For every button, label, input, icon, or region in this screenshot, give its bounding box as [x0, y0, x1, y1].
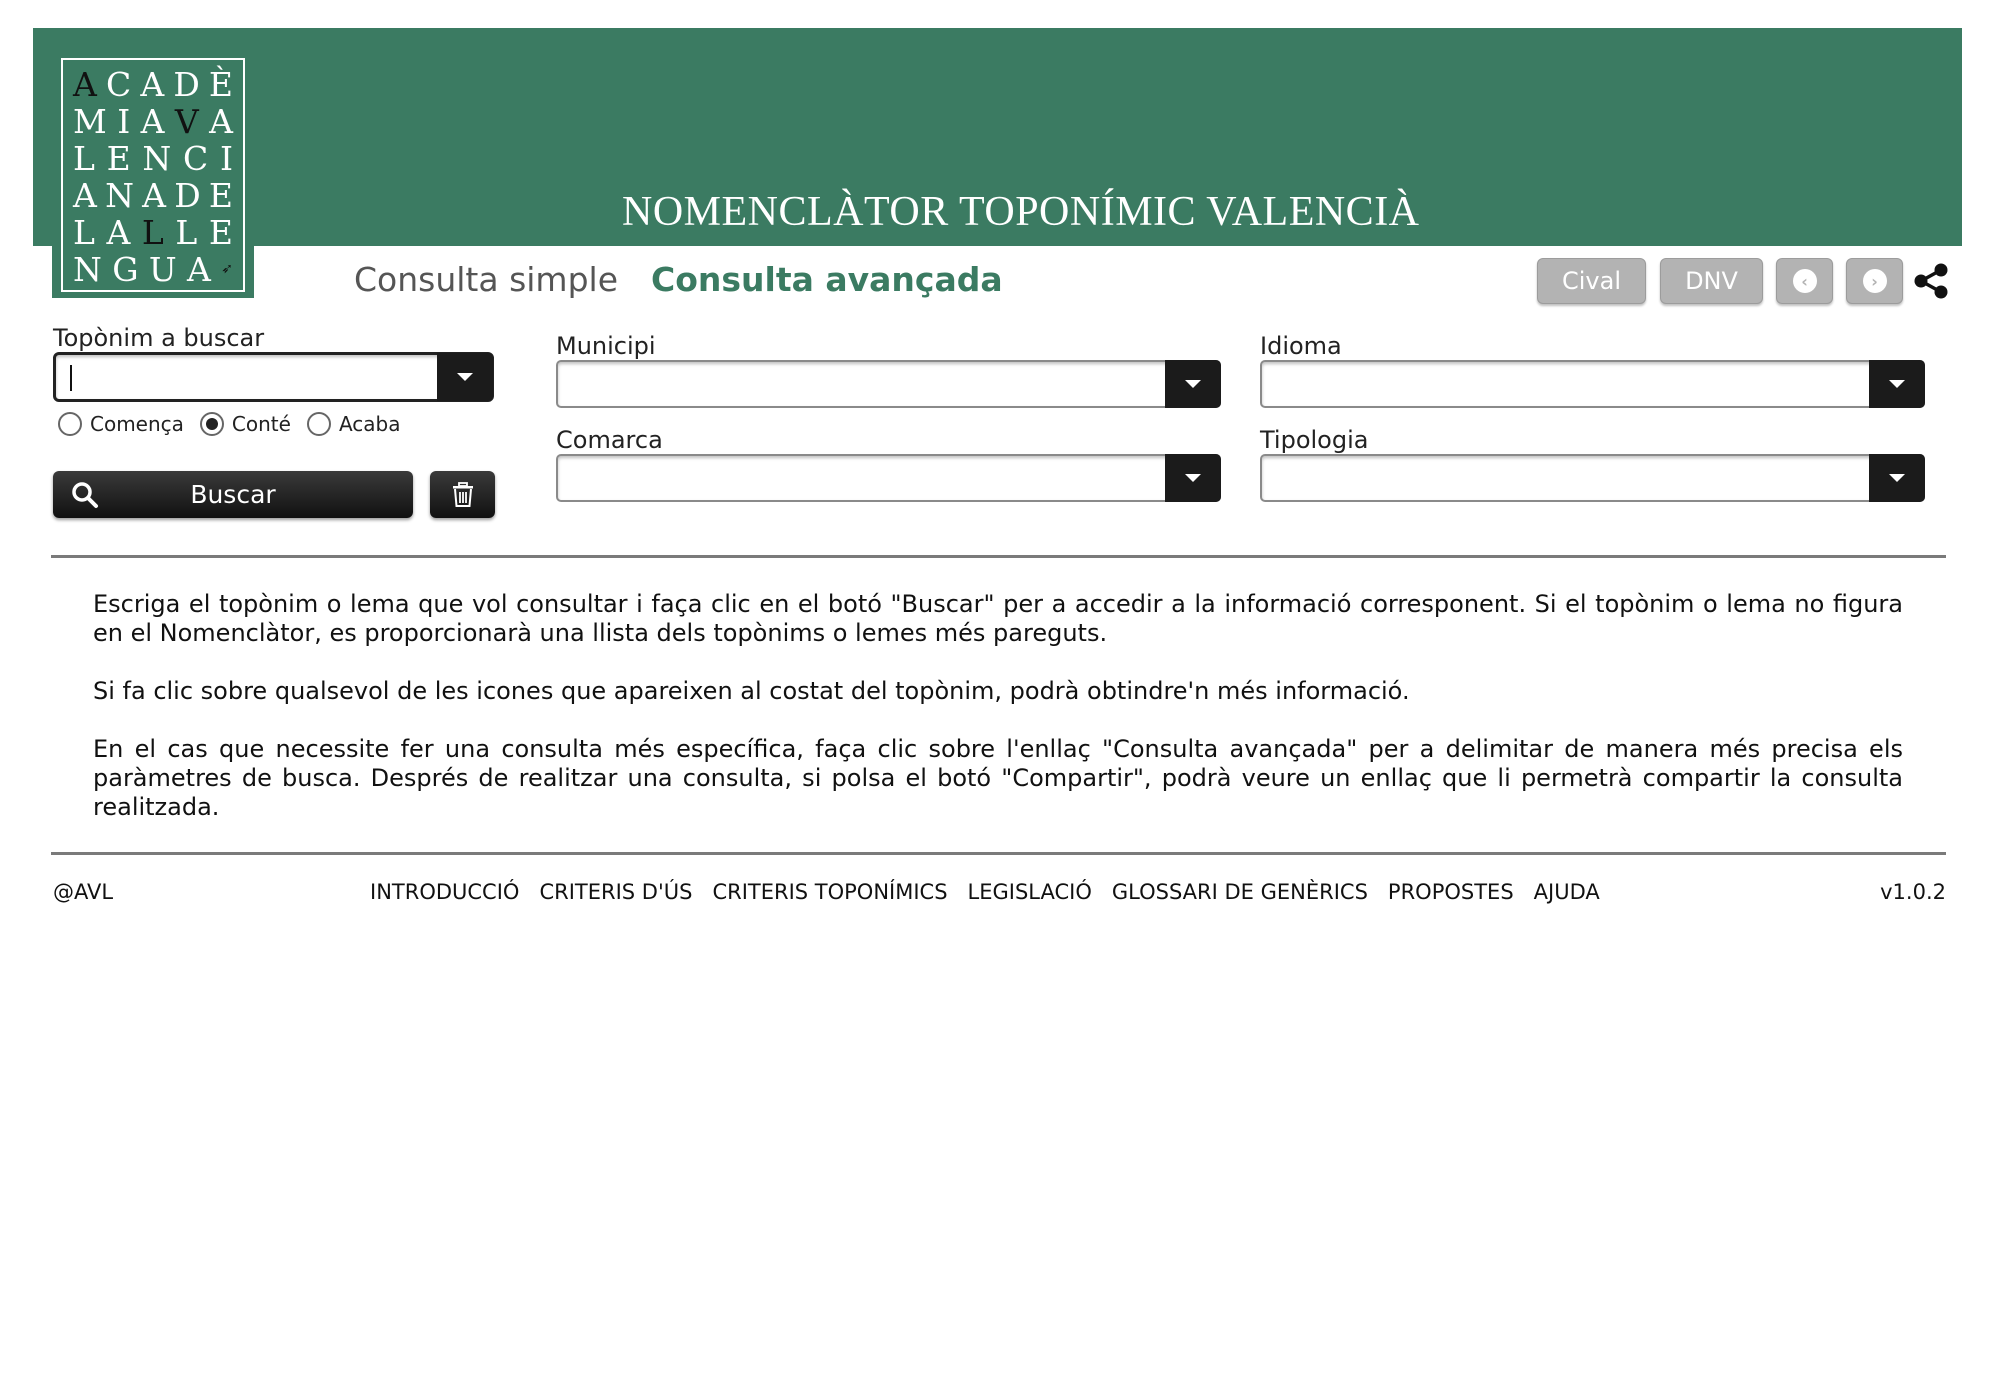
- help-paragraph: Escriga el topònim o lema que vol consultar i faça clic en el botó "Buscar" per a accedir a la informació corresponent. Si el topònim o lema no figura en el Nomenclàtor, es proporcionarà una llista dels topònims o lemes més pareguts.: [93, 590, 1903, 647]
- toponim-label: Topònim a buscar: [53, 324, 265, 352]
- logo-letter: E: [208, 213, 235, 252]
- logo-row: [73, 177, 235, 214]
- idioma-select[interactable]: [1260, 360, 1925, 408]
- logo-letter: D: [174, 176, 203, 215]
- dropdown-arrow-icon[interactable]: [1869, 454, 1925, 502]
- previous-button[interactable]: [1776, 258, 1833, 304]
- logo-letter: A: [187, 250, 213, 289]
- logo-letter: L: [175, 213, 200, 252]
- logo-letter: C: [105, 65, 134, 104]
- logo-letter: L: [73, 213, 97, 252]
- footer-link-criteris-us[interactable]: CRITERIS D'ÚS: [539, 880, 693, 904]
- logo-letter: V: [174, 102, 201, 141]
- buscar-label: Buscar: [190, 480, 276, 509]
- footer-link-glossari[interactable]: GLOSSARI DE GENÈRICS: [1111, 880, 1368, 904]
- next-button[interactable]: [1846, 258, 1903, 304]
- logo-frame: [61, 58, 245, 292]
- tipologia-label: Tipologia: [1260, 426, 1369, 454]
- logo-letter: M: [73, 102, 109, 141]
- footer-link-criteris-toponimics[interactable]: CRITERIS TOPONÍMICS: [712, 880, 948, 904]
- divider: [51, 555, 1946, 558]
- logo-letter: È: [208, 65, 235, 104]
- logo-letter: L: [141, 213, 166, 252]
- tab-consulta-simple[interactable]: Consulta simple: [354, 260, 618, 299]
- radio-button-selected[interactable]: [200, 412, 224, 436]
- match-mode-radio-group: [58, 412, 417, 436]
- avl-logo[interactable]: [52, 52, 254, 298]
- logo-row: [73, 251, 235, 288]
- logo-row: [73, 103, 235, 140]
- dropdown-arrow-icon[interactable]: [437, 353, 493, 401]
- chevron-left-icon: ‹: [1793, 269, 1817, 293]
- logo-letter: G: [112, 250, 141, 289]
- chevron-right-icon: ›: [1863, 269, 1887, 293]
- cival-button[interactable]: Cival: [1537, 258, 1646, 304]
- footer-link-propostes[interactable]: PROPOSTES: [1387, 880, 1514, 904]
- share-icon[interactable]: [1912, 262, 1950, 300]
- logo-letter: A: [209, 102, 235, 141]
- radio-label: Acaba: [338, 412, 401, 436]
- radio-button[interactable]: [58, 412, 82, 436]
- footer-copyright: @AVL: [53, 880, 114, 904]
- radio-label: Comença: [90, 412, 184, 436]
- footer-link-ajuda[interactable]: AJUDA: [1533, 880, 1600, 904]
- dropdown-arrow-icon[interactable]: [1165, 360, 1221, 408]
- radio-label: Conté: [231, 412, 291, 436]
- comarca-label: Comarca: [556, 426, 663, 454]
- logo-letter: N: [142, 139, 174, 178]
- help-text: [93, 590, 1903, 851]
- footer-link-introduccio[interactable]: INTRODUCCIÓ: [370, 880, 520, 904]
- footer-nav: [370, 880, 1620, 904]
- trash-icon: [451, 482, 475, 508]
- page-title: NOMENCLÀTOR TOPONÍMIC VALENCIÀ: [622, 189, 1420, 235]
- help-paragraph: Si fa clic sobre qualsevol de les icones que apareixen al costat del topònim, podrà obtindre'n més informació.: [93, 677, 1410, 705]
- logo-letter: I: [219, 139, 235, 178]
- logo-row: [73, 66, 235, 103]
- tipologia-select[interactable]: [1260, 454, 1925, 502]
- logo-letter: A: [73, 176, 99, 215]
- logo-letter: I: [117, 102, 133, 141]
- logo-letter: A: [73, 65, 99, 104]
- version-label: v1.0.2: [1880, 880, 1946, 904]
- logo-letter: E: [208, 176, 235, 215]
- toponim-input[interactable]: [66, 361, 421, 395]
- radio-button[interactable]: [307, 412, 331, 436]
- divider: [51, 852, 1946, 855]
- dropdown-arrow-icon[interactable]: [1869, 360, 1925, 408]
- municipi-label: Municipi: [556, 332, 656, 360]
- logo-letter: A: [142, 176, 168, 215]
- dnv-button[interactable]: DNV: [1660, 258, 1763, 304]
- logo-letter: N: [105, 176, 136, 215]
- logo-letter: U: [148, 250, 179, 289]
- logo-letter: C: [183, 139, 211, 178]
- logo-letter: A: [140, 102, 167, 141]
- logo-letter: A: [140, 65, 167, 104]
- radio-conte[interactable]: [200, 412, 291, 436]
- text-caret: [70, 365, 72, 391]
- logo-letter: E: [106, 139, 133, 178]
- search-icon: [71, 481, 99, 509]
- logo-letter: D: [173, 65, 202, 104]
- radio-comenca[interactable]: [58, 412, 184, 436]
- idioma-label: Idioma: [1260, 332, 1342, 360]
- dropdown-arrow-icon[interactable]: [1165, 454, 1221, 502]
- logo-letter: N: [73, 250, 104, 289]
- municipi-select[interactable]: [556, 360, 1221, 408]
- logo-bird-icon: ➶: [221, 261, 235, 277]
- footer-link-legislacio[interactable]: LEGISLACIÓ: [967, 880, 1092, 904]
- tab-consulta-avancada[interactable]: Consulta avançada: [651, 260, 1003, 299]
- help-paragraph: En el cas que necessite fer una consulta més específica, faça clic sobre l'enllaç "Consulta avançada" per a delimitar de manera més precisa els paràmetres de busca. Després de realitzar una consulta, si polsa el botó "Compartir", podrà veure un enllaç que li permetrà compartir la consulta realitzada.: [93, 735, 1903, 821]
- buscar-button[interactable]: [53, 471, 413, 518]
- clear-button[interactable]: [430, 471, 495, 518]
- toponim-combobox[interactable]: [53, 352, 494, 402]
- logo-row: [73, 140, 235, 177]
- radio-acaba[interactable]: [307, 412, 401, 436]
- comarca-select[interactable]: [556, 454, 1221, 502]
- logo-row: [73, 214, 235, 251]
- logo-letter: L: [73, 139, 97, 178]
- logo-letter: A: [106, 213, 133, 252]
